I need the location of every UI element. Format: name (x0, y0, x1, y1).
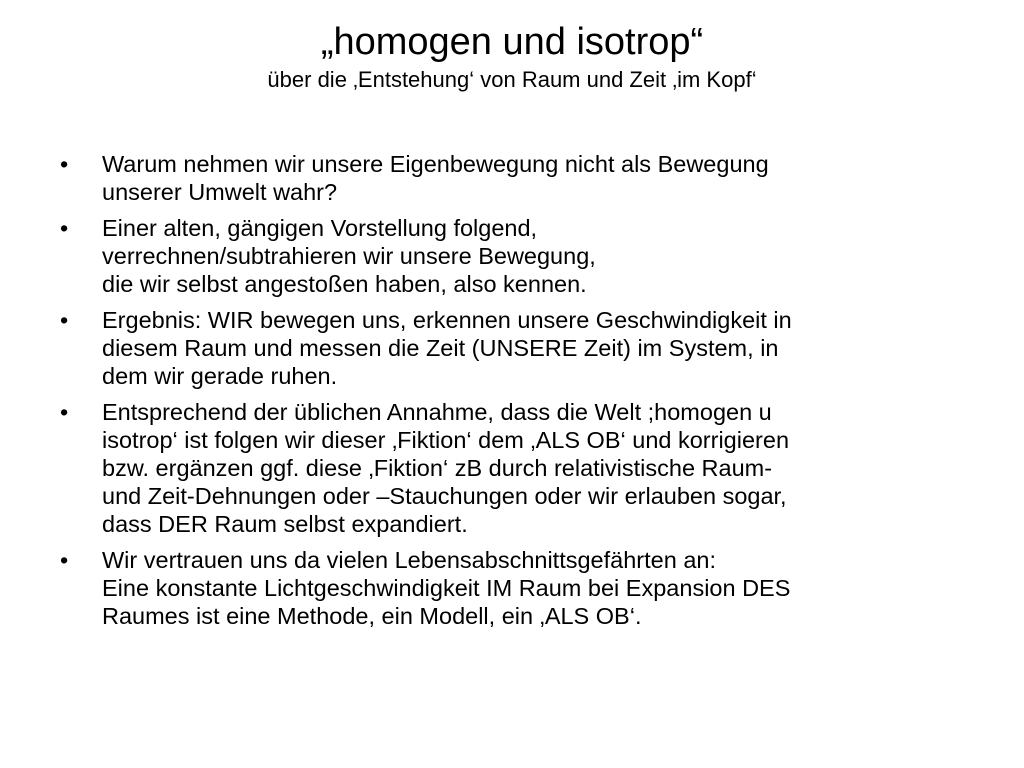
bullet-icon: • (60, 151, 69, 177)
bullet-icon: • (60, 547, 69, 573)
bullet-icon: • (60, 307, 69, 333)
bullet-line: verrechnen/subtrahieren wir unsere Bewegung, (102, 243, 596, 269)
bullet-item (60, 546, 960, 630)
bullet-line: unserer Umwelt wahr? (102, 179, 338, 205)
slide-title: „homogen und isotrop“ (320, 21, 704, 63)
bullet-item (60, 214, 960, 298)
bullet-line: Eine konstante Lichtgeschwindigkeit IM Raum bei Expansion DES (102, 575, 791, 601)
bullet-list (60, 150, 960, 638)
bullet-item (60, 306, 960, 390)
slide-subtitle: über die ‚Entstehung‘ von Raum und Zeit ‚im Kopf‘ (267, 67, 757, 92)
title-block (0, 20, 1024, 94)
bullet-icon: • (60, 215, 69, 241)
bullet-line: Entsprechend der üblichen Annahme, dass die Welt ;homogen u (102, 399, 772, 425)
bullet-line: Wir vertrauen uns da vielen Lebensabschnittsgefährten an: (102, 547, 716, 573)
bullet-line: Raumes ist eine Methode, ein Modell, ein ‚ALS OB‘. (102, 603, 642, 629)
bullet-line: bzw. ergänzen ggf. diese ‚Fiktion‘ zB durch relativistische Raum- (102, 455, 773, 481)
bullet-icon: • (60, 399, 69, 425)
bullet-item (60, 398, 960, 538)
bullet-line: diesem Raum und messen die Zeit (UNSERE Zeit) im System, in (102, 335, 779, 361)
bullet-line: dass DER Raum selbst expandiert. (102, 511, 468, 537)
bullet-line: isotrop‘ ist folgen wir dieser ‚Fiktion‘ dem ‚ALS OB‘ und korrigieren (102, 427, 790, 453)
bullet-line: Einer alten, gängigen Vorstellung folgend, (102, 215, 538, 241)
bullet-line: Ergebnis: WIR bewegen uns, erkennen unsere Geschwindigkeit in (102, 307, 792, 333)
bullet-item (60, 150, 960, 206)
bullet-line: die wir selbst angestoßen haben, also kennen. (102, 271, 587, 297)
bullet-line: und Zeit-Dehnungen oder –Stauchungen oder wir erlauben sogar, (102, 483, 787, 509)
bullet-line: dem wir gerade ruhen. (102, 363, 338, 389)
bullet-line: Warum nehmen wir unsere Eigenbewegung nicht als Bewegung (102, 151, 769, 177)
